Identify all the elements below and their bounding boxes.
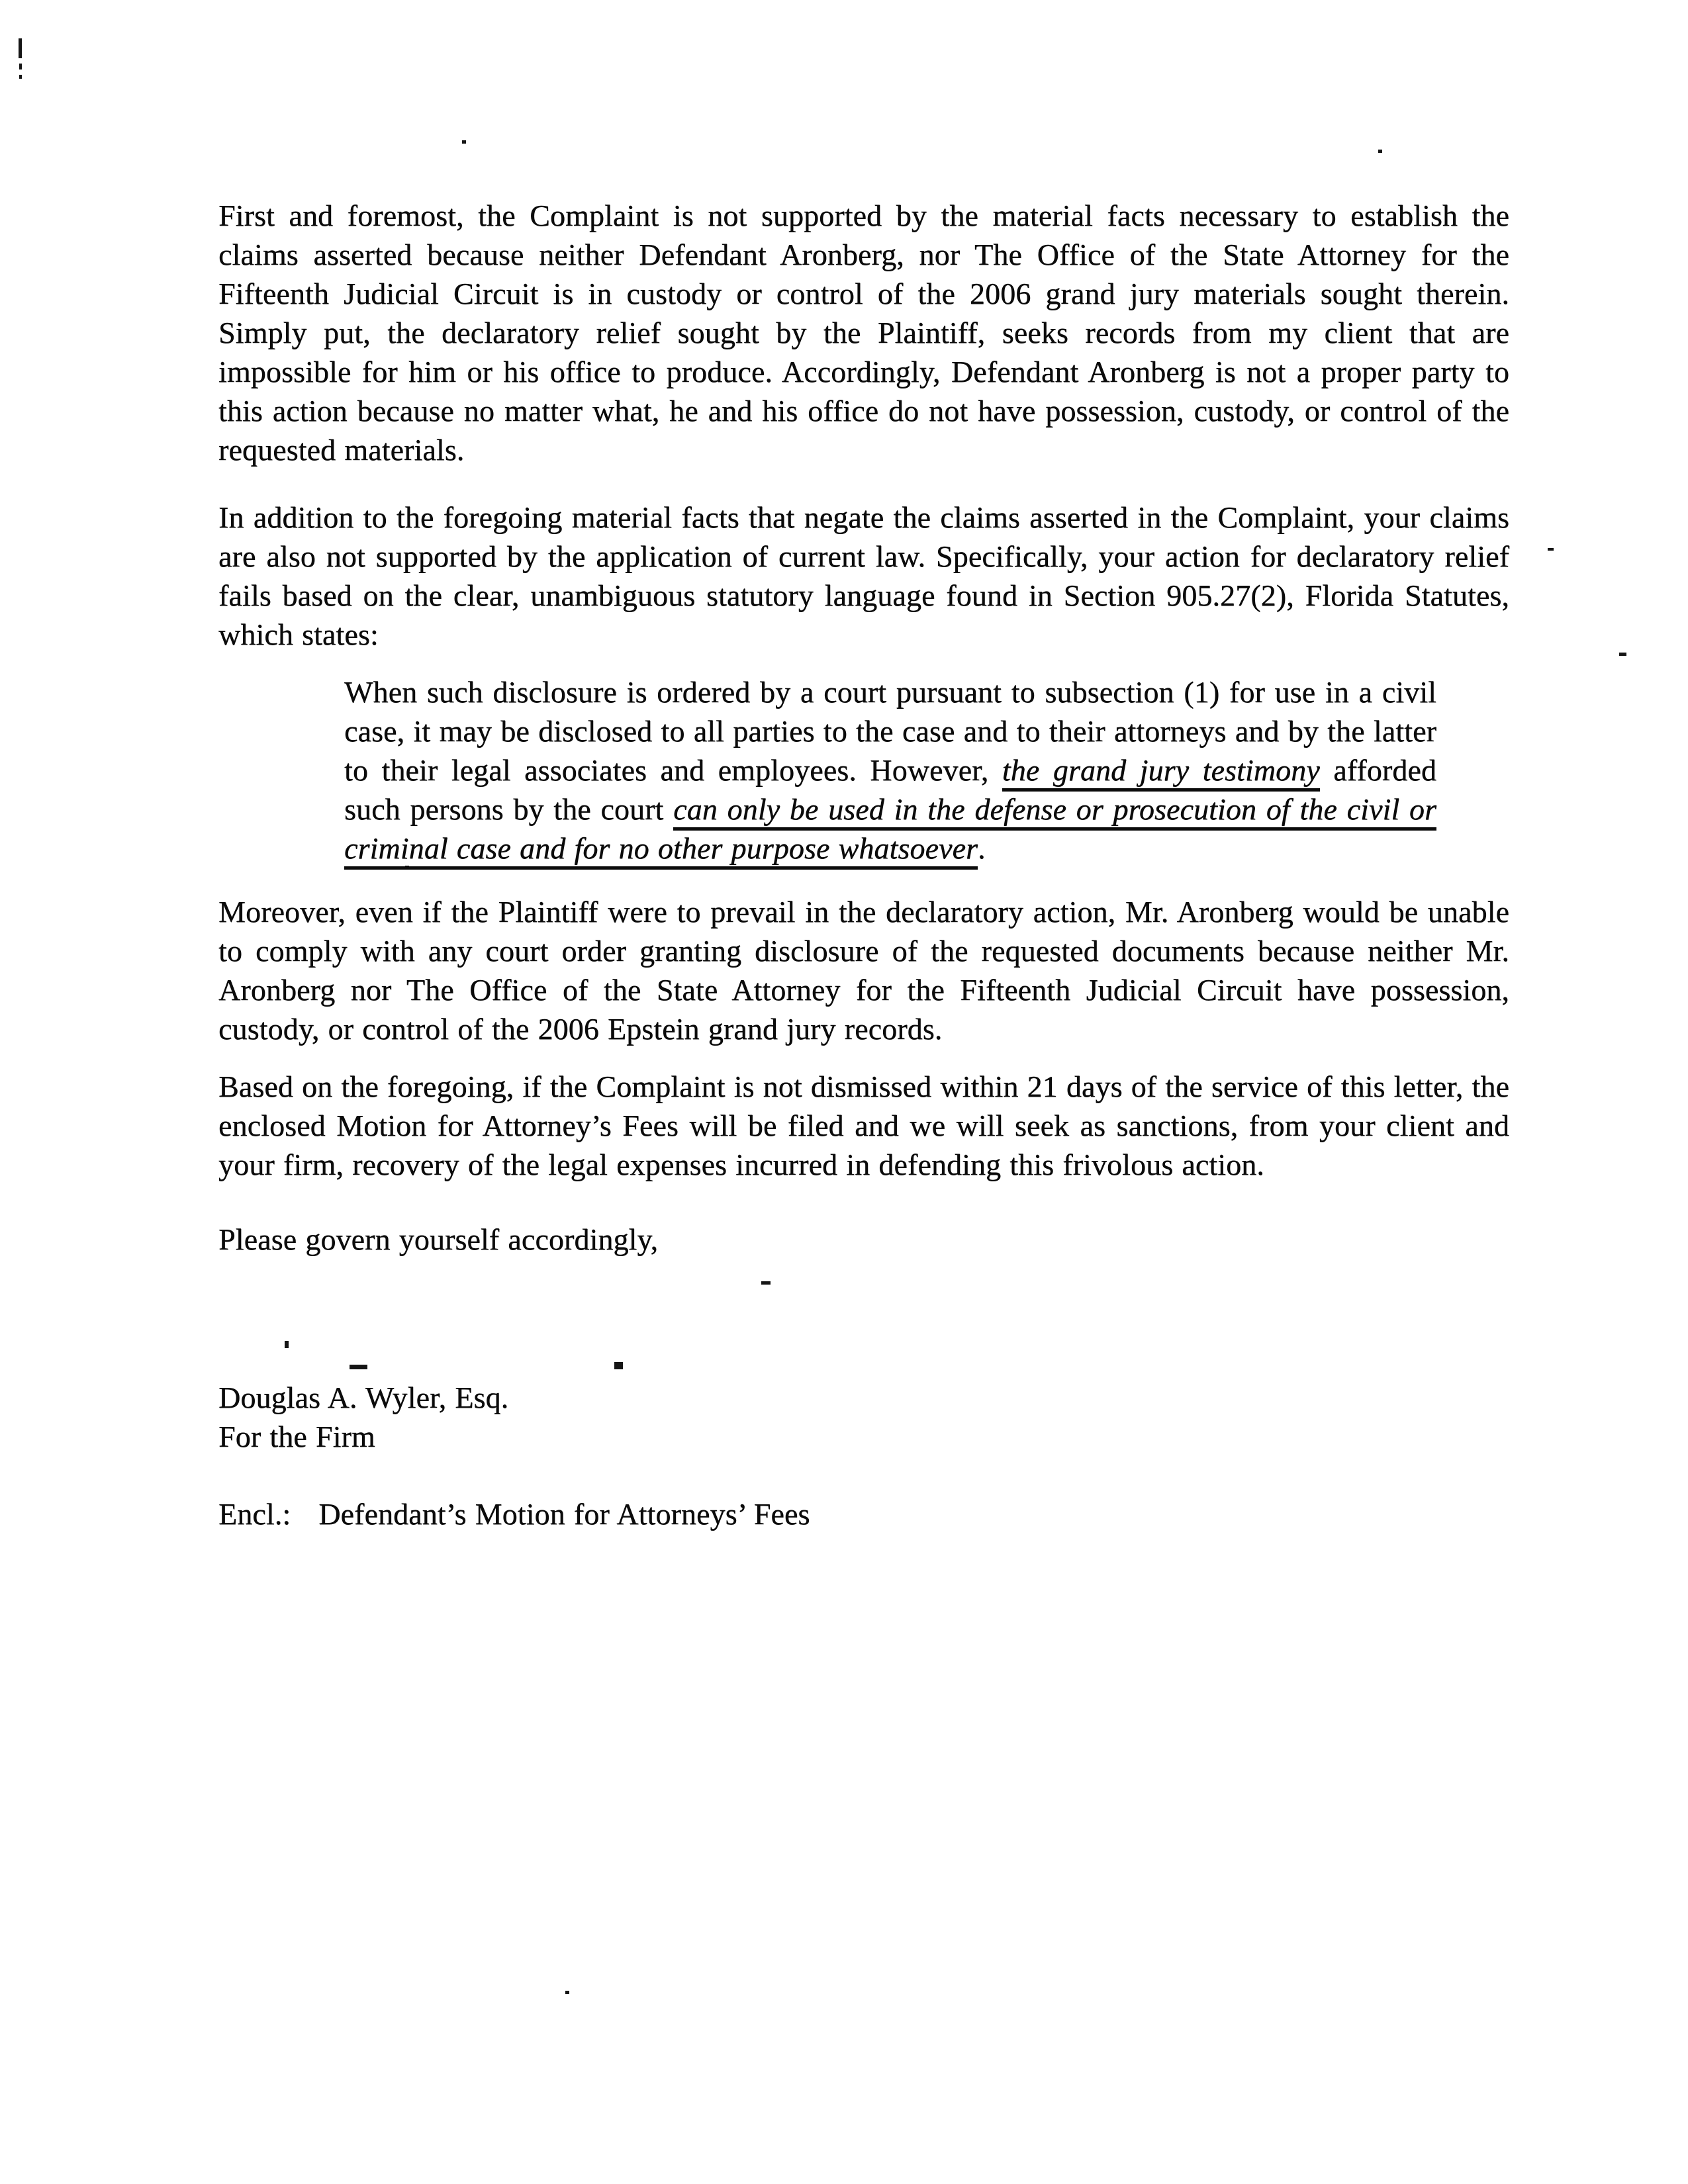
- signature-block: [218, 1378, 1509, 1456]
- enclosure-line: [218, 1494, 1509, 1533]
- scan-artifact: [1548, 548, 1554, 551]
- paragraph-4: Based on the foregoing, if the Complaint is not dismissed within 21 days of the service of this letter, the enclosed Motion for Attorney’s Fees will be filed and we will seek as sanctions, from your client and your firm, recovery of the legal expenses incurred in defending this frivolous action.: [218, 1069, 1509, 1181]
- signer-name: Douglas A. Wyler, Esq.: [218, 1381, 509, 1414]
- enclosure-label: Encl.:: [218, 1497, 291, 1531]
- scan-artifact: [19, 75, 22, 79]
- scan-artifact: [350, 1365, 367, 1369]
- statute-blockquote: [344, 672, 1436, 868]
- quote-emphasis-1: the grand jury testimony: [1002, 753, 1320, 792]
- scan-artifact: [19, 38, 22, 58]
- paragraph-1: First and foremost, the Complaint is not supported by the material facts necessary to establish the claims asserted because neither Defendant Aronberg, nor The Office of the State Attorney for the Fifteenth Judicial Circuit is in custody or control of the 2006 grand jury materials sought therein. Simply put, the declaratory relief sought by the Plaintiff, seeks records from my client that are impossible for him or his office to produce. Accordingly, Defendant Aronberg is not a proper party to this action because no matter what, he and his office do not have possession, custody, or control of the requested materials.: [218, 199, 1509, 467]
- scan-artifact: [1619, 653, 1626, 656]
- quote-emphasis-2: can only be used in the defense or prosecution of the civil or criminal case and for no other purpose whatsoever: [344, 792, 1436, 870]
- closing-line: Please govern yourself accordingly,: [218, 1222, 659, 1256]
- signer-title: For the Firm: [218, 1420, 375, 1453]
- enclosure-text: Defendant’s Motion for Attorneys’ Fees: [318, 1497, 810, 1531]
- scan-artifact: [285, 1341, 289, 1348]
- scan-artifact: [462, 140, 466, 144]
- paragraph-2: In addition to the foregoing material facts that negate the claims asserted in the Complaint, your claims are also not supported by the application of current law. Specifically, your action for declaratory relief fails based on the clear, unambiguous statutory language found in Section 905.27(2), Florida Statutes, which states:: [218, 500, 1509, 651]
- scan-artifact: [565, 1991, 569, 1994]
- quote-text: When such disclosure is ordered by a court pursuant to subsection (1) for use in a civil case, it may be disclosed to all parties to the case and to their attorneys and by the latter to their legal associates and employees. However,: [344, 675, 1436, 787]
- quote-text: afforded such persons by the court: [344, 753, 1436, 826]
- scan-artifact: [1378, 150, 1382, 153]
- scan-artifact: [19, 64, 22, 69]
- scan-artifact: [614, 1362, 623, 1369]
- paragraph-3: Moreover, even if the Plaintiff were to prevail in the declaratory action, Mr. Aronberg would be unable to comply with any court order granting disclosure of the requested documents because neither Mr. Aronberg nor The Office of the State Attorney for the Fifteenth Judicial Circuit have possession, custody, or control of the 2006 Epstein grand jury records.: [218, 895, 1509, 1046]
- quote-text: .: [978, 831, 986, 865]
- scan-artifact: [761, 1281, 771, 1285]
